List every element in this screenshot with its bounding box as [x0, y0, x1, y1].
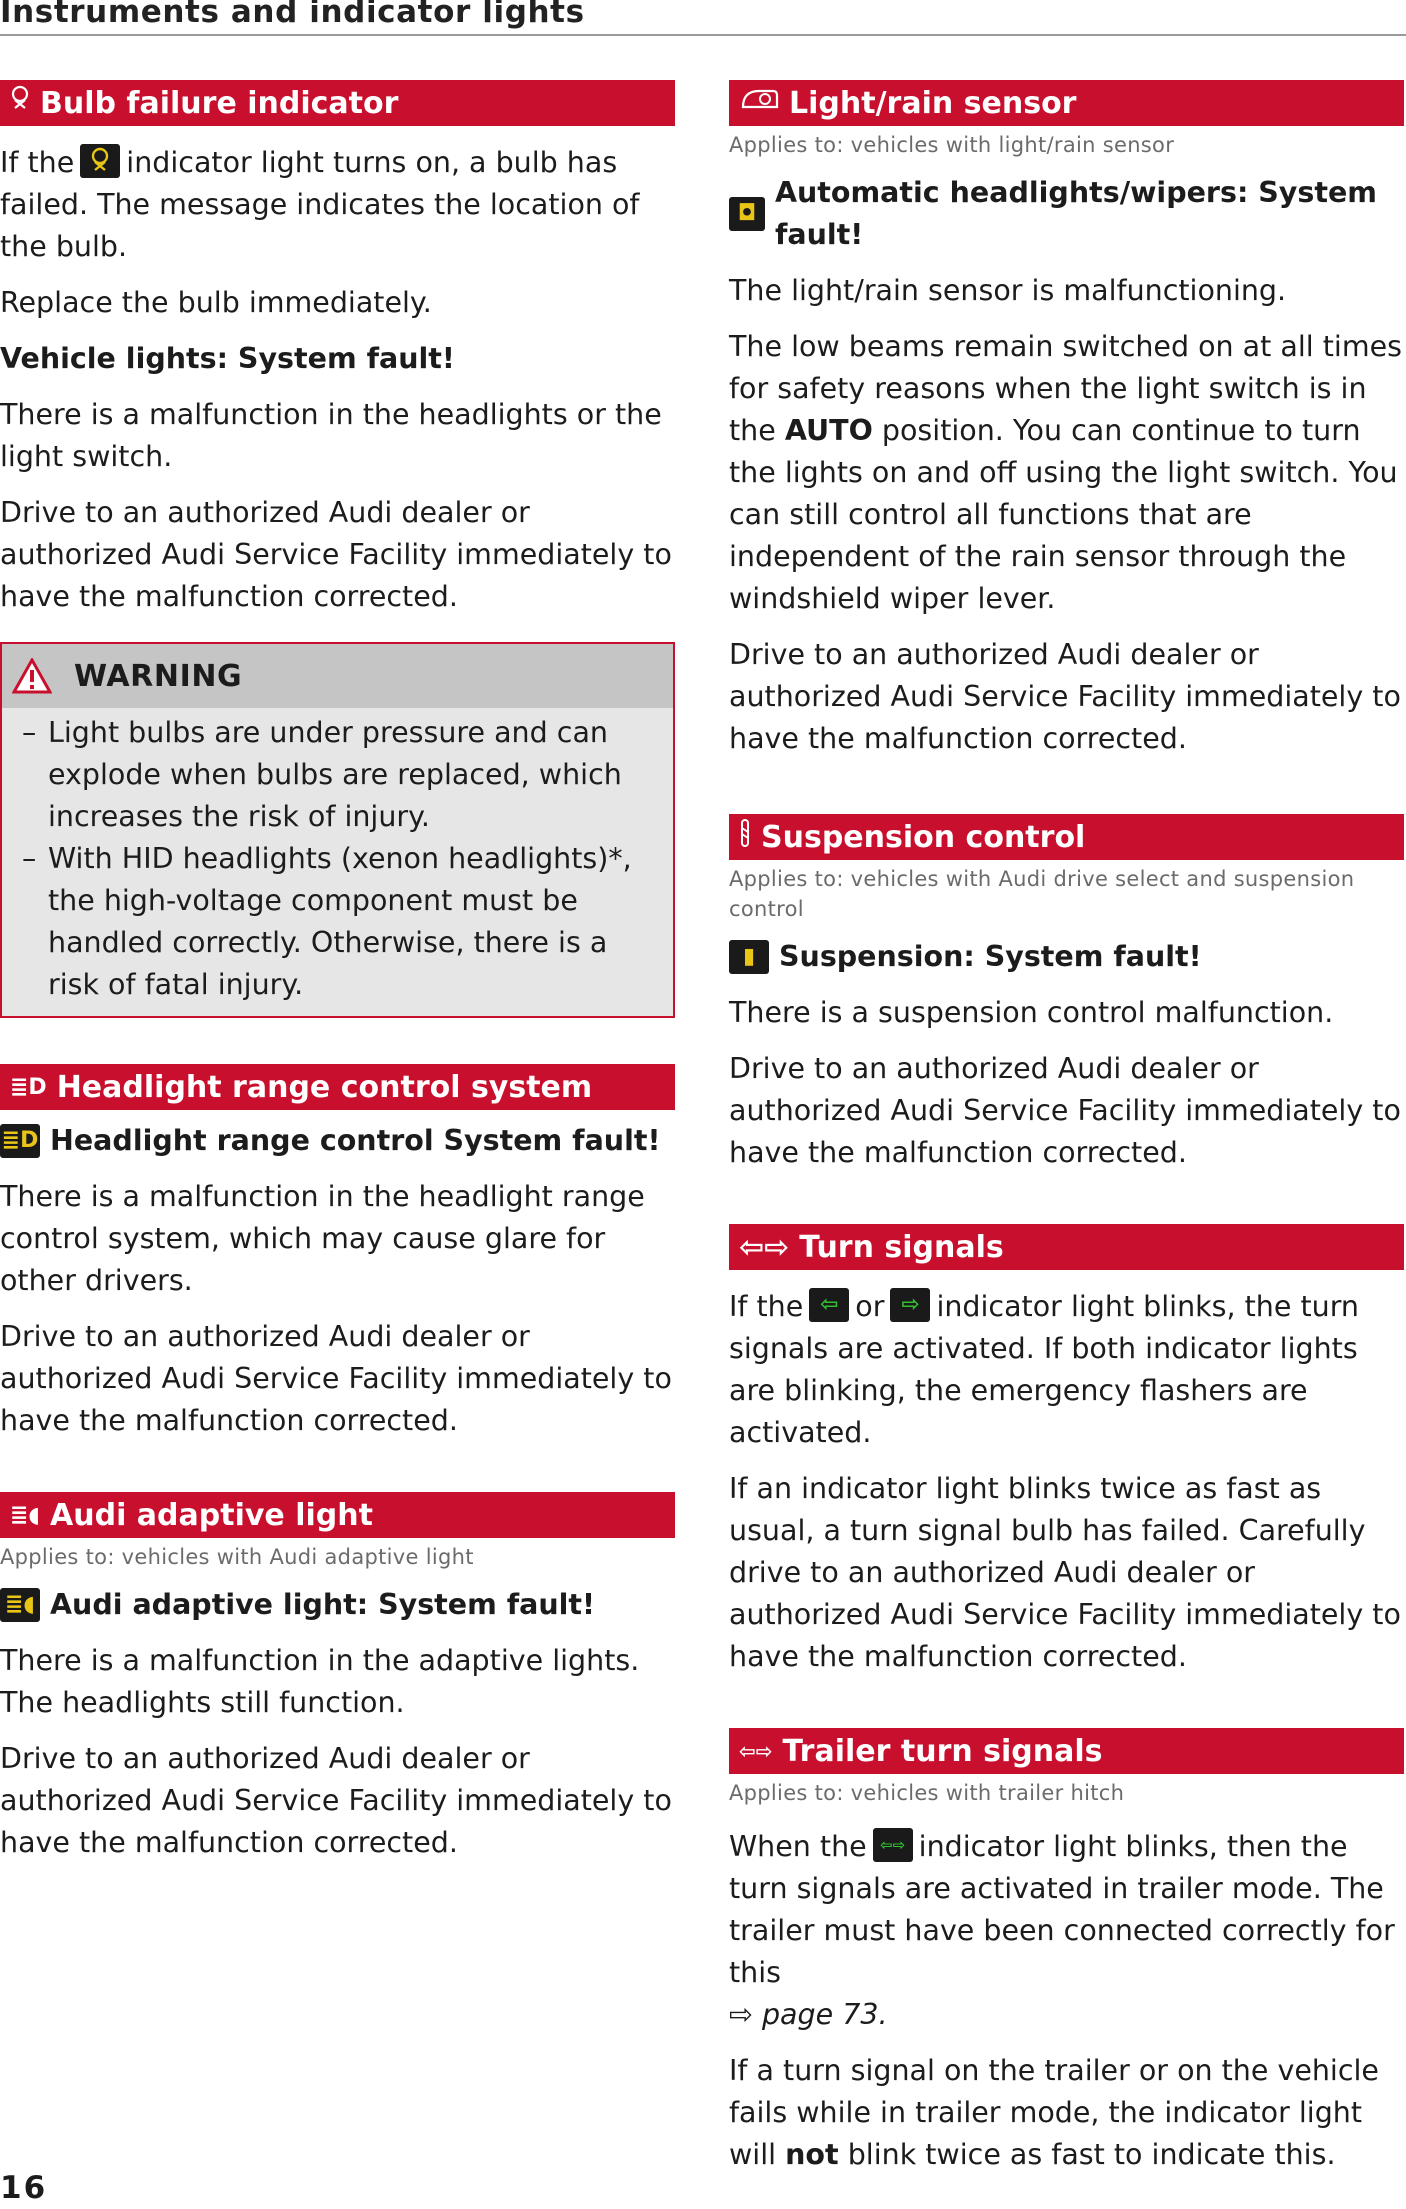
paragraph: The low beams remain switched on at all times for safety reasons when the light switch is in the AUTO position. You can continue to turn the lights on and off using the light switch. You can still control all functions that are independent of the rain sensor through the windshield wiper lever. [729, 330, 1402, 615]
section-heading-headlight-range [0, 1064, 675, 1110]
section-heading-adaptive-light [0, 1492, 675, 1538]
paragraph: If an indicator light blinks twice as fast as usual, a turn signal bulb has failed. Carefully drive to an authorized Audi dealer or authorized Audi Service Facility immediately to have the malfunction corrected. [729, 1472, 1401, 1673]
bulb-indicator-icon [80, 144, 120, 178]
turn-left-indicator-icon: ⇦ [809, 1288, 849, 1322]
adaptive-light-icon: ≣◖ [10, 1502, 41, 1528]
trailer-turn-signal-icon: ⇦⇨ [739, 1739, 773, 1763]
section-heading-turn-signals [729, 1224, 1404, 1270]
adaptive-light-indicator-icon: ≣◖ [0, 1588, 40, 1622]
applies-to: Applies to: vehicles with light/rain sensor [729, 133, 1175, 157]
page-header [0, 0, 1406, 38]
bulb-icon [10, 85, 30, 121]
applies-to: Applies to: vehicles with Audi adaptive light [0, 1545, 474, 1569]
warning-header [2, 644, 673, 708]
page-number: 16 [0, 2170, 48, 2206]
section-title: Suspension control [761, 819, 1086, 855]
section-title: Headlight range control system [56, 1069, 593, 1105]
right-column [729, 80, 1404, 2176]
paragraph: If a turn signal on the trailer or on the vehicle fails while in trailer mode, the indicator light will not blink twice as fast to indicate this. [729, 2054, 1379, 2171]
section-heading-light-rain-sensor [729, 80, 1404, 126]
rain-sensor-indicator-icon: ◘ [729, 197, 765, 231]
turn-right-indicator-icon: ⇨ [890, 1288, 930, 1322]
paragraph: The light/rain sensor is malfunctioning. [729, 274, 1287, 307]
warning-box [0, 642, 675, 1018]
suspension-icon [739, 818, 751, 856]
section-title: Trailer turn signals [782, 1733, 1103, 1769]
paragraph: Drive to an authorized Audi dealer or authorized Audi Service Facility immediately to have the malfunction corrected. [729, 638, 1401, 755]
warning-item: – With HID headlights (xenon headlights)*, the high-voltage component must be handled correctly. Otherwise, there is a risk of fatal injury. [22, 842, 632, 1001]
applies-to: Applies to: vehicles with trailer hitch [729, 1781, 1125, 1805]
paragraph: There is a suspension control malfunction. [729, 996, 1334, 1029]
trailer-indicator-icon: ⇦⇨ [873, 1828, 913, 1862]
page-title: Instruments and indicator lights [0, 0, 585, 30]
section-title: Bulb failure indicator [40, 85, 399, 121]
paragraph: Drive to an authorized Audi dealer or authorized Audi Service Facility immediately to have the malfunction corrected. [729, 1052, 1401, 1169]
paragraph: When the ⇦⇨ indicator light blinks, then the turn signals are activated in trailer mode. The trailer must have been connected correctly for this ⇨ page 73. [729, 1830, 1395, 2031]
section-heading-trailer-turn-signals [729, 1728, 1404, 1774]
headlight-range-indicator-icon: ≣D [0, 1124, 40, 1158]
paragraph: There is a malfunction in the adaptive lights. The headlights still function. [0, 1644, 640, 1719]
paragraph: There is a malfunction in the headlight range control system, which may cause glare for other drivers. [0, 1180, 645, 1297]
subheading: ◘ Automatic headlights/wipers: System fault! [729, 172, 1404, 256]
section-title: Audi adaptive light [50, 1497, 373, 1533]
arrow-reference-icon: ⇨ [729, 1998, 753, 2031]
applies-to: Applies to: vehicles with Audi drive select and suspension control [729, 867, 1355, 921]
headlight-range-icon: ≣D [10, 1074, 47, 1100]
subheading: ▮ Suspension: System fault! [729, 936, 1404, 978]
paragraph: Replace the bulb immediately. [0, 286, 432, 319]
section-title: Light/rain sensor [789, 85, 1077, 121]
turn-signal-icon: ⇦⇨ [739, 1229, 790, 1265]
rain-sensor-icon [739, 86, 779, 121]
paragraph: Drive to an authorized Audi dealer or authorized Audi Service Facility immediately to have the malfunction corrected. [0, 1320, 672, 1437]
left-column [0, 80, 675, 1864]
section-heading-suspension-control [729, 814, 1404, 860]
warning-triangle-icon [12, 658, 52, 694]
header-rule [0, 34, 1406, 36]
subheading: ≣◖ Audi adaptive light: System fault! [0, 1584, 675, 1626]
paragraph: If the ⇦ or ⇨ indicator light blinks, the turn signals are activated. If both indicator lights are blinking, the emergency flashers are activated. [729, 1290, 1359, 1449]
paragraph: If the indicator light turns on, a bulb has failed. The message indicates the location of the bulb. [0, 146, 640, 263]
subheading: Vehicle lights: System fault! [0, 342, 455, 375]
section-title: Turn signals [799, 1229, 1004, 1265]
paragraph: Drive to an authorized Audi dealer or authorized Audi Service Facility immediately to have the malfunction corrected. [0, 496, 672, 613]
suspension-indicator-icon: ▮ [729, 940, 769, 974]
paragraph: Drive to an authorized Audi dealer or authorized Audi Service Facility immediately to have the malfunction corrected. [0, 1742, 672, 1859]
warning-item: – Light bulbs are under pressure and can explode when bulbs are replaced, which increases the risk of injury. [22, 716, 622, 833]
section-heading-bulb-failure [0, 80, 675, 126]
warning-title: WARNING [74, 658, 243, 694]
subheading: ≣D Headlight range control System fault! [1, 1124, 661, 1157]
paragraph: There is a malfunction in the headlights or the light switch. [0, 398, 662, 473]
page-reference-link[interactable]: page 73. [761, 1998, 888, 2031]
